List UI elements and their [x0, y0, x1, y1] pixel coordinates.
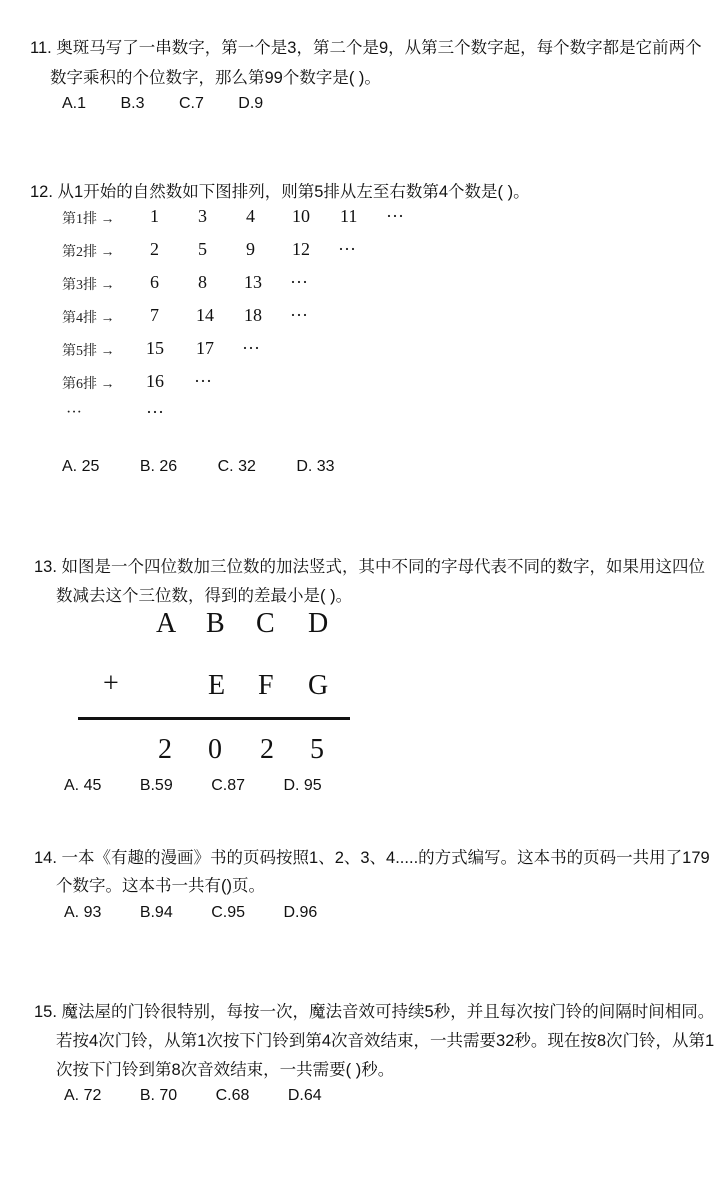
table-cell: 5 [198, 239, 207, 259]
q12-option-b: B. 26 [139, 458, 178, 475]
table-cell: ··· [146, 402, 164, 422]
table-cell: ··· [242, 338, 260, 358]
q14-option-c: C.95 [211, 904, 245, 921]
table-cell: 11 [340, 206, 358, 226]
row-label: 第4排 → [62, 311, 115, 326]
q11-options [62, 95, 293, 113]
row-label: 第2排 → [62, 245, 115, 260]
q11-line2: 数字乘积的个位数字，那么第99个数字是( )。 [50, 69, 381, 87]
result-digit: 5 [310, 734, 324, 765]
q13-option-c: C.87 [211, 777, 245, 794]
plus-sign: + [103, 668, 119, 699]
table-cell: 8 [198, 272, 207, 292]
q11-option-a: A.1 [62, 95, 87, 112]
q11-line1: 11. 奥斑马写了一串数字，第一个是3，第二个是9，从第三个数字起，每个数字都是它前两个 [30, 39, 702, 57]
row-label: 第3排 → [62, 278, 115, 293]
q11-option-d: D.9 [238, 95, 264, 112]
table-cell: ··· [338, 239, 356, 259]
q13-option-d: D. 95 [283, 777, 322, 794]
table-cell: 12 [292, 239, 310, 259]
q13-line2: 数减去这个三位数，得到的差最小是( )。 [56, 587, 353, 605]
q14-line2: 个数字。这本书一共有()页。 [56, 877, 265, 895]
digit-letter: A [156, 608, 177, 639]
table-cell: 13 [244, 272, 262, 292]
q15-option-d: D.64 [287, 1087, 322, 1104]
table-cell: 6 [150, 272, 159, 292]
q11-option-b: B.3 [120, 95, 145, 112]
q14-option-a: A. 93 [64, 904, 102, 921]
q13-option-b: B.59 [139, 777, 173, 794]
table-cell: 14 [196, 305, 214, 325]
q14-line1: 14. 一本《有趣的漫画》书的页码按照1、2、3、4.....的方式编写。这本书的页码一共用了179 [34, 849, 710, 867]
row-label: 第1排 → [62, 212, 115, 227]
digit-letter: G [308, 670, 329, 701]
q12-option-d: D. 33 [296, 458, 335, 475]
result-digit: 0 [208, 734, 222, 765]
q12-options [62, 458, 365, 476]
table-cell: 17 [196, 338, 214, 358]
digit-letter: D [308, 608, 329, 639]
table-cell: ··· [290, 305, 308, 325]
q15-option-c: C.68 [215, 1087, 250, 1104]
q12-option-c: C. 32 [217, 458, 256, 475]
table-cell: ··· [290, 272, 308, 292]
q15-line3: 次按下门铃到第8次音效结束，一共需要( )秒。 [56, 1061, 395, 1079]
table-cell: 4 [246, 206, 255, 226]
table-cell: 18 [244, 305, 262, 325]
q13-line1: 13. 如图是一个四位数加三位数的加法竖式，其中不同的字母代表不同的数字，如果用这四位 [34, 558, 706, 576]
table-cell: 15 [146, 338, 164, 358]
row-label: 第6排 → [62, 377, 115, 392]
result-digit: 2 [158, 734, 172, 765]
table-cell: 7 [150, 305, 159, 325]
row-label: ··· [66, 404, 82, 421]
q15-line1: 15. 魔法屋的门铃很特别，每按一次，魔法音效可持续5秒，并且每次按门铃的间隔时间相同。 [34, 1003, 715, 1021]
q14-option-d: D.96 [283, 904, 318, 921]
q13-option-a: A. 45 [64, 777, 102, 794]
q13-options [64, 777, 352, 795]
q12-line1: 12. 从1开始的自然数如下图排列，则第5排从左至右数第4个数是( )。 [30, 183, 530, 201]
digit-letter: F [258, 670, 274, 701]
table-cell: 10 [292, 206, 310, 226]
table-cell: 3 [198, 206, 207, 226]
digit-letter: E [208, 670, 226, 701]
sum-line [78, 717, 350, 720]
table-cell: 2 [150, 239, 159, 259]
table-cell: 16 [146, 371, 164, 391]
digit-letter: B [206, 608, 225, 639]
q15-options [64, 1087, 352, 1105]
row-label: 第5排 → [62, 344, 115, 359]
result-digit: 2 [260, 734, 274, 765]
q15-line2: 若按4次门铃，从第1次按下门铃到第4次音效结束，一共需要32秒。现在按8次门铃，从第1 [56, 1032, 715, 1050]
q15-option-a: A. 72 [64, 1087, 102, 1104]
q14-option-b: B.94 [139, 904, 173, 921]
table-cell: ··· [386, 206, 404, 226]
table-cell: 1 [150, 206, 159, 226]
table-cell: ··· [194, 371, 212, 391]
table-cell: 9 [246, 239, 255, 259]
digit-letter: C [256, 608, 275, 639]
q11-option-c: C.7 [178, 95, 204, 112]
q12-option-a: A. 25 [62, 458, 100, 475]
q15-option-b: B. 70 [139, 1087, 178, 1104]
q14-options [64, 904, 347, 922]
